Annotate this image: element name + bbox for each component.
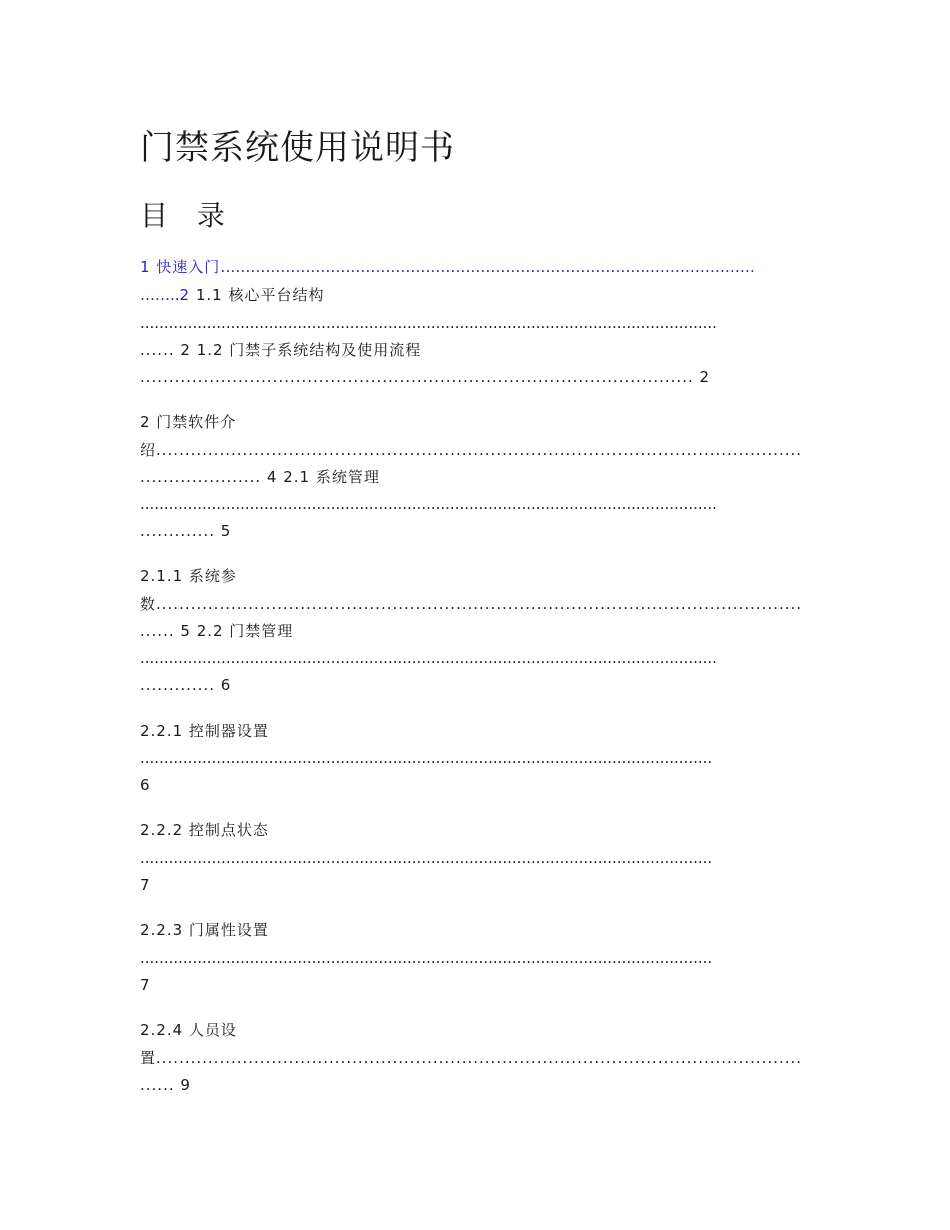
toc-line: ......................................................................................................................... [140, 649, 717, 667]
toc-line: ........................................................................................................................ [140, 849, 713, 867]
toc-line: 7 [140, 876, 151, 894]
toc-line: 2.2.2 控制点状态 [140, 821, 269, 839]
toc-line: 2.2.1 控制器设置 [140, 722, 269, 740]
toc-heading: 目 录 [140, 199, 235, 232]
toc-entry-text: 1.1 核心平台结构 [190, 286, 325, 304]
toc-line: ..................... 4 2.1 系统管理 [140, 468, 380, 486]
toc-entry-quick-start[interactable] [140, 256, 810, 278]
toc-line: ............. 5 [140, 522, 232, 540]
toc-line: ................................................................................................ 2 [140, 368, 711, 386]
toc-line: 6 [140, 776, 151, 794]
toc-line: 2.1.1 系统参 [140, 567, 237, 585]
toc-line: 2.2.3 门属性设置 [140, 921, 269, 939]
toc-line: 7 [140, 976, 151, 994]
toc-line [140, 284, 810, 306]
toc-line: ...... 2 1.2 门禁子系统结构及使用流程 [140, 341, 422, 359]
toc-leader: …………………………………………………………………………..………………… [220, 258, 755, 276]
toc-line: 置................................................................................................................ [140, 1049, 803, 1067]
toc-leader: …….. [140, 286, 180, 304]
toc-line: ......................................................................................................................... [140, 495, 717, 513]
toc-line: ........................................................................................................................ [140, 749, 713, 767]
document-title: 门禁系统使用说明书 [140, 128, 455, 168]
toc-line: ......................................................................................................................... [140, 314, 717, 332]
toc-line: ............. 6 [140, 676, 232, 694]
toc-line: 绍................................................................................................................ [140, 441, 803, 459]
toc-line: 2 门禁软件介 [140, 413, 237, 431]
toc-line: ...... 9 [140, 1076, 191, 1094]
toc-line: ...... 5 2.2 门禁管理 [140, 622, 294, 640]
toc-line: 2.2.4 人员设 [140, 1021, 237, 1039]
toc-page-number-link[interactable]: 2 [179, 286, 191, 304]
toc-link-quick-start[interactable]: 1 快速入门 [140, 258, 221, 276]
toc-line: 数................................................................................................................ [140, 595, 803, 613]
toc-line: ........................................................................................................................ [140, 949, 713, 967]
